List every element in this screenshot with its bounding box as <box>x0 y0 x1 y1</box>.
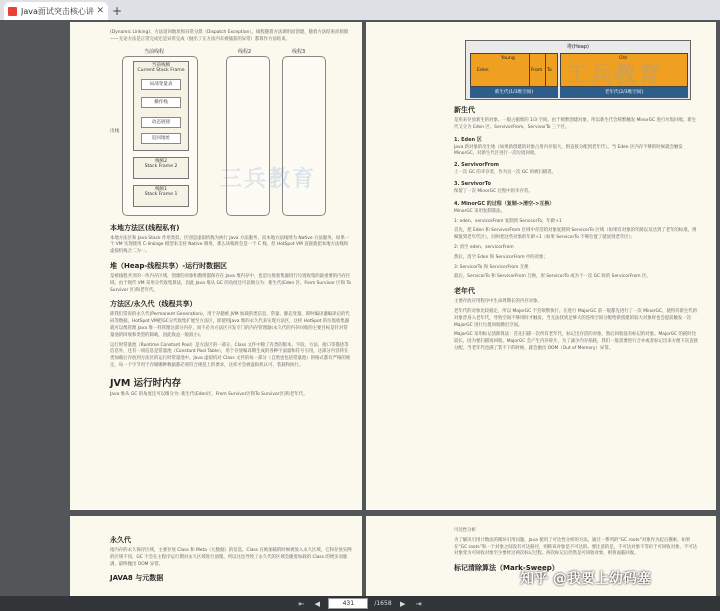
para-method-area: 即我们常说的永久代(Permanent Generation)，用于存储被 JVM 加载的类信息、常量、静态变量、即时编译器编译后的代码等数据。HotSpot VM把GC分代收集扩展至方法区，即使用Java 堆的永久代来实现方法区，这样 HotSpot 的垃圾收集器就可以像管理 Java 堆一样管理这部分内存，而不必为方法区开发专门的内存管理器(永久代的内存回收的主要目标是针对常量池的回收和类型的卸载，因此收益一般很小)。 <box>110 312 350 338</box>
para-step2: 2: 清空 eden、servicorFrom <box>454 244 514 250</box>
pdf-toolbar <box>0 596 720 611</box>
from-divider <box>529 54 530 86</box>
browser-tab[interactable] <box>4 2 108 20</box>
para-servivor-from: 上一次 GC 的幸存者，作为这一次 GC 的被扫描者。 <box>454 170 556 176</box>
heap-diagram <box>465 40 691 100</box>
young-label: Young <box>501 56 515 61</box>
para-eden: Java 新对象的出生地（如果新创建的对象占用内存很大，则直接分配到老年代）。当 Eden 区内存不够的时候就会触发 MinorGC，对新生代区进行一次垃圾回收。 <box>454 144 683 157</box>
para-old-1: 主要存放应用程序中生命周期长的内存对象。 <box>454 299 542 305</box>
stack-frame1-label: Stack Frame 1 <box>144 191 178 197</box>
para-reachability: 为了解决引用计数法的循环引用问题，Java 使用了可达性分析的方法。通过一系列的“GC roots”对象作为起点搜索。如果在“GC roots”和一个对象之间没有可达路径，则称该对象是不可达的。要注意的是，不可达对象不等价于可回收对象，不可达对象变为可回收对象至少要经过两次标记过程。两次标记后仍然是可回收对象，则将面临回收。 <box>454 537 698 557</box>
para-jvm-runtime: Java 堆从 GC 的角度还可以细分为: 新生代(Eden区、From Survivor区和To Survivor区)和老年代。 <box>110 391 308 397</box>
para-step1-detail: 首先，把 Eden 和 ServivorFrom 区域中存活的对象复制到 ServicorTo 区域（如果有对象的年龄以及达到了老年的标准，则赋值到老年代区），同时把这些对象的年龄+1（如果 ServicorTo 不够位置了就放到老年区）； <box>454 228 697 241</box>
para-old-3: MajorGC 采用标记清除算法：首先扫描一次所有老年代，标记出存活的对象，然后回收没有标记的对象。MajorGC 的耗时比较长，因为要扫描再回收。MajorGC 会产生内存碎片，为了减少内存损耗，我们一般需要进行合并或者标记出来方便下次直接分配。当老年代也满了装不下的时候，就会抛出 OOM（Out of Memory）异常。 <box>454 332 698 351</box>
stack-frame2-label: Stack Frame 2 <box>144 163 178 169</box>
return-addr-box: 返回地址 <box>141 133 181 144</box>
thread3-label: 线程3 <box>292 48 306 55</box>
local-vars-box: 局部变量表 <box>141 79 181 90</box>
eden-label: Eden <box>477 68 489 73</box>
sub-reachability: 可达性分析 <box>454 528 476 533</box>
watermark: 三兵教育 <box>220 167 317 192</box>
pdf-icon <box>8 7 17 16</box>
para-heap: 是被线程共享的一块内存区域，创建的对象和数组都保存在 Java 堆内存中，也是垃圾收集器进行垃圾收集的最重要的内存区域。由于现代 VM 采用分代收集算法，因此 Java 堆从 GC 的角度还可以细分为：新生代(Eden 区、From Survivor 区和 To Survivor 区)和老年代。 <box>110 273 352 293</box>
para-perm-gen: 指内存的永久保存区域，主要存放 Class 和 Meta（元数据）的信息，Class 在被加载的时候被放入永久区域，它和存放实例的区域不同，GC 不会在主程序运行期对永久区域进行清理。所以这也导致了永久代的区域会随着加载的 Class 的增多而胀满，最终抛出 OOM 异常。 <box>110 548 352 567</box>
to-divider <box>545 54 546 86</box>
first-page-icon[interactable]: ⇤ <box>298 599 305 608</box>
last-page-icon[interactable]: ⇥ <box>415 599 422 608</box>
close-tab-icon[interactable]: ✕ <box>96 6 104 16</box>
para-step2-detail: 然后，清空 Eden 和 ServicorFrom 中的对象； <box>454 254 548 260</box>
thread2-label: 线程2 <box>238 48 252 55</box>
heading-java8: JAVA8 与元数据 <box>110 574 164 583</box>
sub-servivor-from: 2. ServivorFrom <box>454 162 499 169</box>
zhihu-watermark: 知乎 @我要上幼码塞 <box>520 571 651 587</box>
total-pages: /1658 <box>374 600 392 607</box>
heading-native: 本地方法区(线程私有) <box>110 223 180 232</box>
para-old-2: 老年代的对象比较稳定，所以 MajorGC 不会频繁执行。在进行 MajorGC 前一般都先进行了一次 MinorGC，使得有新生代的对象晋身入老年代，导致空间不够用时才触发。当无法找到足够大的连续空间分配给新创建的较大对象时也会提前触发一次 MajorGC 进行垃圾回收腾出空间。 <box>454 308 698 328</box>
old-region <box>560 53 688 87</box>
para-native: 本地方法区和 Java Stack 作用类似，区别是虚拟机栈为执行 Java 方法服务，而本地方法栈则为 Native 方法服务。如果一个 VM 实现使用 C-linkage 模型来支持 Native 调用，那么该栈将会是一个 C 栈，但 HotSpot VM 直接就把本地方法栈和虚拟机栈合二为一。 <box>110 235 350 255</box>
current-frame-label: 当前栈帧 <box>151 62 171 68</box>
watermark: 工兵教育 <box>566 63 663 88</box>
para-step3: 3: ServicorTo 和 ServicorFrom 互换 <box>454 264 529 270</box>
frame2-label: 栈帧2 <box>154 158 168 164</box>
para-servivor-to: 保留了一次 MinorGC 过程中的幸存者。 <box>454 188 533 194</box>
young-caption: 新生代(1/3堆空间) <box>470 87 558 98</box>
prev-page-icon[interactable]: ◀ <box>314 599 321 608</box>
from-label: From <box>531 68 543 73</box>
para-const-pool: 运行时常量池（Runtime Constant Pool）是方法区的一部分。Class 文件中除了有类的版本、字段、方法、接口等描述等信息外，还有一项信息是常量池（Constant Pool Table），用于存放编译期生成的各种字面量和符号引用，这部分内容将在类加载后存放到方法区的运行时常量池中。Java 虚拟机对 Class 文件的每一部分（自然也包括常量池）的格式都有严格的规定，每一个字节用于存储哪种数据都必须符合规范上的要求，这样才会被虚拟机认可、装载和执行。 <box>110 342 351 368</box>
heap-title: 堆(Heap) <box>567 44 589 50</box>
current-thread-label: 当前线程 <box>144 48 165 55</box>
next-page-icon[interactable]: ▶ <box>399 599 406 608</box>
frame1-label: 栈帧1 <box>154 186 168 192</box>
heading-mark-sweep: 标记清除算法（Mark-Sweep） <box>454 564 559 573</box>
heading-perm-gen: 永久代 <box>110 536 131 544</box>
para-step1: 1: eden、servicorFrom 复制到 ServicorTo，年龄+1 <box>454 218 562 224</box>
thread3-column <box>282 56 326 216</box>
intro-text: (Dynamic Linking)、方法返回地址和异常分派（Dispatch Exception）。线程随着方法调用而创建，随着方法结束而销毁——无论方法是正常完成还是异常完成（抛出了在方法内未被捕获的异常）都算作方法结束。 <box>110 30 349 42</box>
browser-tab-bar <box>0 0 720 20</box>
heading-method-area: 方法区/永久代（线程共享） <box>110 300 197 309</box>
old-caption: 老年代(2/3堆空间) <box>560 87 688 98</box>
sub-minorgc-process: 4. MinorGC 的过程（复制->清空->互换） <box>454 200 555 207</box>
para-minorgc: MinorGC 采用复制算法。 <box>454 208 505 214</box>
sub-eden: 1. Eden 区 <box>454 136 482 143</box>
stack-frame-1 <box>133 185 189 207</box>
thread2-column <box>226 56 270 216</box>
stack-diagram <box>110 48 332 218</box>
sub-servivor-to: 3. ServivorTo <box>454 180 491 187</box>
diagram-side-label: 出栈 <box>110 128 120 134</box>
current-thread-column <box>122 56 198 216</box>
operand-stack-box: 操作栈 <box>141 97 181 108</box>
old-label: Old <box>619 56 627 61</box>
page-number-input[interactable]: 431 <box>328 598 368 609</box>
pdf-page-right <box>366 22 716 510</box>
pdf-page-bottom-left <box>70 516 362 596</box>
current-stack-frame-label: Current Stack Frame <box>137 67 185 73</box>
heading-jvm-runtime: JVM 运行时内存 <box>110 377 182 389</box>
new-tab-button[interactable]: + <box>111 4 123 18</box>
heading-heap: 堆（Heap-线程共享）-运行时数据区 <box>110 261 228 270</box>
heading-old-gen: 老年代 <box>454 287 475 296</box>
heading-young-gen: 新生代 <box>454 106 475 114</box>
para-step3-detail: 最后，ServicorTo 和 ServicorFrom 互换，原 ServicorTo 成为下一次 GC 时的 ServicorFrom 区。 <box>454 274 651 280</box>
dynamic-link-box: 动态链接 <box>141 117 181 128</box>
young-region <box>470 53 558 87</box>
tab-title: Java面试突击核心讲 <box>21 6 94 16</box>
pdf-page-left <box>70 22 362 510</box>
stack-frame-2 <box>133 157 189 179</box>
para-young-gen: 是用来存放新生的对象。一般占据堆的 1/3 空间。由于频繁创建对象，所以新生代会频繁触发 MinorGC 进行垃圾回收。新生代又分为 Eden 区、ServivorFrom、ServivorTo 三个区。 <box>454 118 697 130</box>
to-label: To <box>547 68 552 73</box>
